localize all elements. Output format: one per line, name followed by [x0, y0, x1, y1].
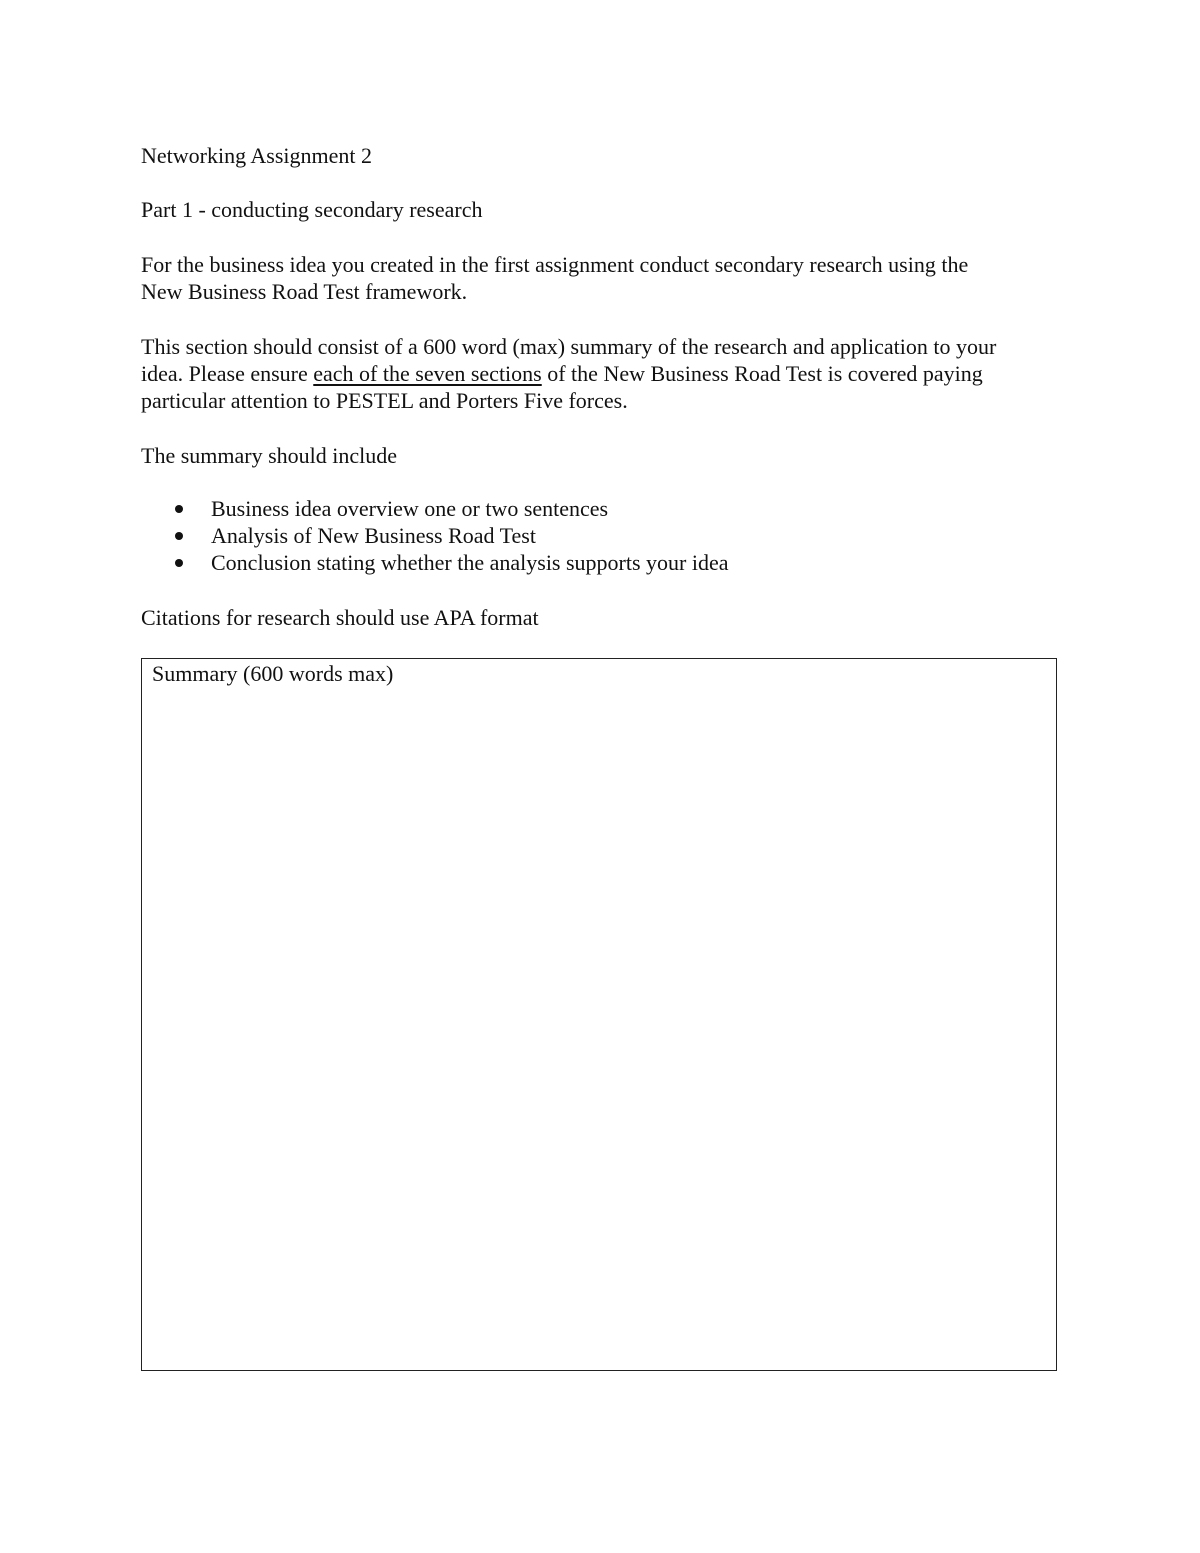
summary-box-label: Summary (600 words max): [152, 661, 394, 686]
section-text-post: of the New Business Road Test is covered paying: [541, 361, 983, 386]
citations-note: Citations for research should use APA format: [141, 605, 539, 630]
section-text-pre: idea. Please ensure: [141, 361, 314, 386]
document-title: Networking Assignment 2: [141, 143, 372, 168]
section-paragraph-line-3: particular attention to PESTEL and Porters Five forces.: [141, 388, 628, 413]
list-item-text: Analysis of New Business Road Test: [211, 523, 536, 548]
section-paragraph-line-1: This section should consist of a 600 word (max) summary of the research and application to your: [141, 334, 997, 359]
summary-text-box[interactable]: [141, 658, 1057, 1371]
bullet-icon: [175, 559, 183, 567]
underlined-phrase: each of the seven sections: [313, 361, 542, 386]
part-heading: Part 1 - conducting secondary research: [141, 197, 483, 222]
bullet-icon: [175, 505, 183, 513]
section-paragraph-line-2: [141, 360, 983, 387]
list-item-text: Conclusion stating whether the analysis supports your idea: [211, 550, 729, 575]
intro-paragraph-line-1: For the business idea you created in the first assignment conduct secondary research using the: [141, 252, 969, 277]
bullet-icon: [175, 532, 183, 540]
list-item-text: Business idea overview one or two sentences: [211, 496, 609, 521]
intro-paragraph-line-2: New Business Road Test framework.: [141, 279, 468, 304]
summary-intro: The summary should include: [141, 443, 398, 468]
